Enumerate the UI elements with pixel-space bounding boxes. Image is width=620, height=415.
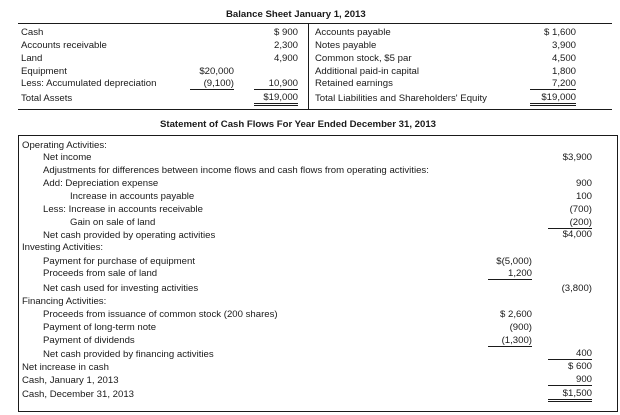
cf-label-financing-heading: Financing Activities: — [22, 296, 107, 307]
bs-left-label-land: Land — [21, 53, 43, 64]
cf-col2-net-financing: 400 — [548, 349, 592, 360]
bs-left-label-accounts-receivable: Accounts receivable — [21, 40, 107, 51]
cf-col2-increase-ap: 100 — [575, 191, 592, 202]
cf-label-long-term-note: Payment of long-term note — [43, 322, 157, 333]
cf-label-cash-beginning: Cash, January 1, 2013 — [22, 375, 119, 386]
bs-right-label-common-stock: Common stock, $5 par — [315, 53, 412, 64]
cf-label-operating-heading: Operating Activities: — [22, 140, 107, 151]
cf-label-net-operating: Net cash provided by operating activities — [43, 230, 216, 241]
bs-left-amount-net-equipment: 10,900 — [254, 79, 298, 90]
bs-left-sub-accumulated-depreciation: (9,100) — [190, 79, 234, 90]
cf-col2-net-income: $3,900 — [562, 152, 592, 163]
bs-right-amount-common-stock: 4,500 — [551, 53, 576, 64]
cf-label-purchase-equipment: Payment for purchase of equipment — [43, 256, 195, 267]
balance-sheet-title: Balance Sheet January 1, 2013 — [226, 9, 366, 20]
cf-label-issuance-common-stock: Proceeds from issuance of common stock (200 shares) — [43, 309, 278, 320]
balance-sheet-top-rule — [18, 23, 612, 24]
cf-col2-depreciation: 900 — [575, 178, 592, 189]
cf-label-investing-heading: Investing Activities: — [22, 242, 104, 253]
cf-col2-gain-on-land: (200) — [548, 218, 592, 229]
cf-col1-issuance-common-stock: $ 2,600 — [499, 309, 532, 320]
cash-flows-title: Statement of Cash Flows For Year Ended December 31, 2013 — [160, 119, 437, 130]
cf-label-net-financing: Net cash provided by financing activities — [43, 349, 214, 360]
bs-right-label-notes-payable: Notes payable — [315, 40, 377, 51]
cf-col2-increase-ar: (700) — [569, 204, 592, 215]
bs-right-label-retained-earnings: Retained earnings — [315, 78, 393, 89]
cf-col2-cash-ending: $1,500 — [548, 389, 592, 402]
bs-left-sub-equipment: $20,000 — [199, 66, 234, 77]
bs-right-amount-notes-payable: 3,900 — [551, 40, 576, 51]
cf-col1-dividends: (1,300) — [488, 336, 532, 347]
balance-sheet-divider — [308, 23, 309, 109]
cf-col2-net-operating: $4,000 — [562, 229, 592, 240]
cf-col2-net-increase: $ 600 — [567, 361, 592, 372]
cf-col2-cash-beginning: 900 — [548, 375, 592, 386]
cf-label-dividends: Payment of dividends — [43, 335, 135, 346]
bs-left-label-total-assets: Total Assets — [21, 93, 73, 104]
bs-left-amount-accounts-receivable: 2,300 — [273, 40, 298, 51]
bs-right-label-additional-paid-in-capital: Additional paid-in capital — [315, 66, 419, 77]
cf-label-net-income: Net income — [43, 152, 92, 163]
bs-right-amount-total: $19,000 — [530, 93, 576, 106]
bs-left-amount-total-assets: $19,000 — [254, 93, 298, 106]
bs-right-amount-accounts-payable: $ 1,600 — [543, 27, 576, 38]
cf-col2-net-investing: (3,800) — [561, 283, 592, 294]
balance-sheet-bottom-rule — [18, 109, 612, 110]
cf-col1-long-term-note: (900) — [509, 322, 532, 333]
cf-label-gain-on-land: Gain on sale of land — [70, 217, 156, 228]
cf-label-sale-of-land: Proceeds from sale of land — [43, 268, 158, 279]
cf-col1-sale-of-land: 1,200 — [488, 269, 532, 280]
bs-left-label-accumulated-depreciation: Less: Accumulated depreciation — [21, 78, 157, 89]
cf-label-increase-ar: Less: Increase in accounts receivable — [43, 204, 203, 215]
bs-right-label-total-liabilities-equity: Total Liabilities and Shareholders' Equity — [315, 93, 487, 104]
cf-label-depreciation: Add: Depreciation expense — [43, 178, 159, 189]
bs-left-amount-land: 4,900 — [273, 53, 298, 64]
bs-left-label-cash: Cash — [21, 27, 44, 38]
cf-label-cash-ending: Cash, December 31, 2013 — [22, 389, 134, 400]
bs-right-amount-retained-earnings: 7,200 — [530, 79, 576, 90]
cf-label-net-investing: Net cash used for investing activities — [43, 283, 199, 294]
cf-label-net-increase: Net increase in cash — [22, 362, 109, 373]
cf-label-adjustments: Adjustments for differences between income flows and cash flows from operating activities: — [43, 165, 429, 176]
bs-right-label-accounts-payable: Accounts payable — [315, 27, 391, 38]
cf-col1-purchase-equipment: $(5,000) — [496, 256, 532, 267]
cf-label-increase-ap: Increase in accounts payable — [70, 191, 195, 202]
bs-left-amount-cash: $ 900 — [273, 27, 298, 38]
bs-left-label-equipment: Equipment — [21, 66, 67, 77]
bs-right-amount-additional-paid-in-capital: 1,800 — [551, 66, 576, 77]
